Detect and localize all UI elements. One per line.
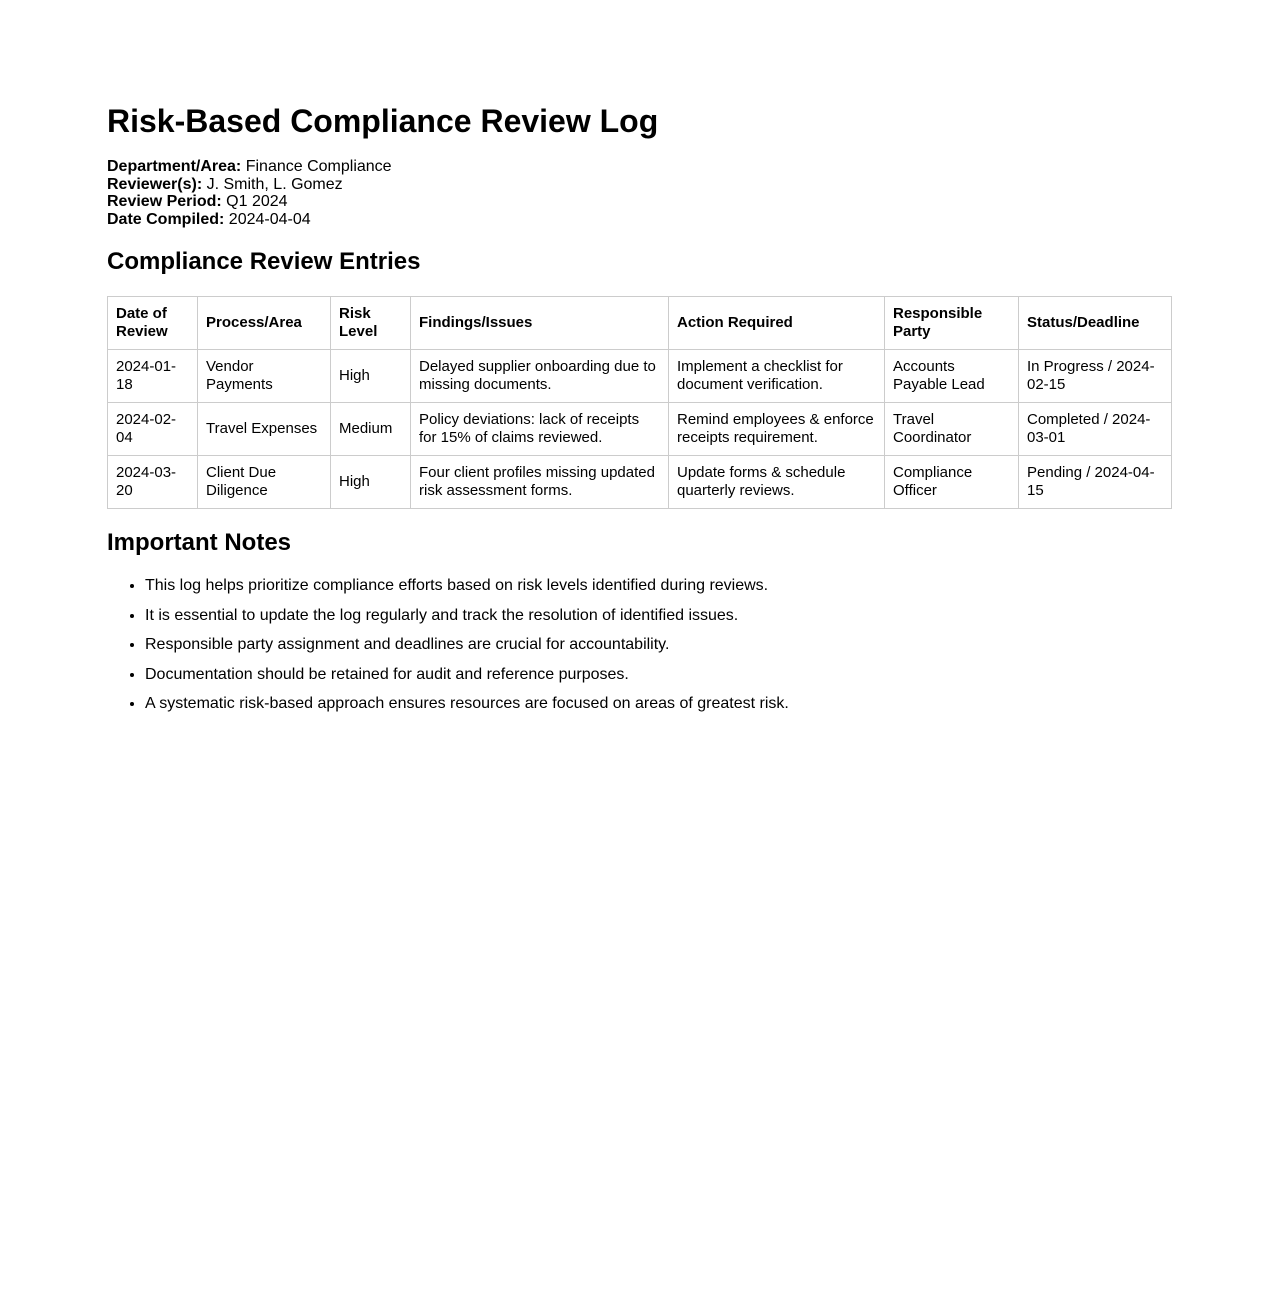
cell-date-of-review: 2024-03-20 <box>108 456 198 509</box>
notes-section-heading: Important Notes <box>107 529 292 557</box>
cell-responsible-party: Travel Coordinator <box>885 403 1019 456</box>
meta-date-compiled-label: Date Compiled: <box>107 210 225 228</box>
cell-findings-issues: Delayed supplier onboarding due to missing documents. <box>411 350 669 403</box>
table-row <box>108 350 1172 403</box>
meta-reviewers-label: Reviewer(s): <box>107 175 203 193</box>
page-title: Risk-Based Compliance Review Log <box>107 103 659 139</box>
cell-date-of-review: 2024-01-18 <box>108 350 198 403</box>
cell-findings-issues: Four client profiles missing updated risk assessment forms. <box>411 456 669 509</box>
cell-findings-issues: Policy deviations: lack of receipts for 15% of claims reviewed. <box>411 403 669 456</box>
cell-status-deadline: In Progress / 2024-02-15 <box>1019 350 1172 403</box>
table-row <box>108 456 1172 509</box>
meta-department-label: Department/Area: <box>107 158 242 175</box>
cell-action-required: Update forms & schedule quarterly reviews. <box>669 456 885 509</box>
column-header-date-of-review: Date of Review <box>108 297 198 350</box>
table-header-row <box>108 297 1172 350</box>
list-item: • Documentation should be retained for audit and reference purposes. <box>145 666 1171 684</box>
cell-process-area: Travel Expenses <box>198 403 331 456</box>
meta-reviewers-value: J. Smith, L. Gomez <box>206 175 343 193</box>
document-metadata <box>107 158 1171 228</box>
cell-status-deadline: Completed / 2024-03-01 <box>1019 403 1172 456</box>
meta-review-period <box>107 193 1171 211</box>
cell-risk-level: High <box>331 456 411 509</box>
meta-review-period-value: Q1 2024 <box>226 193 288 211</box>
cell-risk-level: High <box>331 350 411 403</box>
meta-date-compiled <box>107 211 1171 229</box>
list-item: • This log helps prioritize compliance efforts based on risk levels identified during reviews. <box>145 577 1171 595</box>
cell-responsible-party: Compliance Officer <box>885 456 1019 509</box>
column-header-status-deadline: Status/Deadline <box>1019 297 1172 350</box>
column-header-findings-issues: Findings/Issues <box>411 297 669 350</box>
column-header-responsible-party: Responsible Party <box>885 297 1019 350</box>
cell-process-area: Client Due Diligence <box>198 456 331 509</box>
column-header-action-required: Action Required <box>669 297 885 350</box>
meta-date-compiled-value: 2024-04-04 <box>228 210 311 228</box>
compliance-review-table <box>107 296 1172 509</box>
cell-process-area: Vendor Payments <box>198 350 331 403</box>
table-row <box>108 403 1172 456</box>
cell-status-deadline: Pending / 2024-04-15 <box>1019 456 1172 509</box>
column-header-risk-level: Risk Level <box>331 297 411 350</box>
meta-department-value: Finance Compliance <box>245 158 392 175</box>
cell-risk-level: Medium <box>331 403 411 456</box>
meta-review-period-label: Review Period: <box>107 193 222 211</box>
cell-action-required: Remind employees & enforce receipts requirement. <box>669 403 885 456</box>
meta-department <box>107 158 1171 176</box>
entries-section-heading: Compliance Review Entries <box>107 248 421 276</box>
meta-reviewers <box>107 176 1171 194</box>
list-item: • A systematic risk-based approach ensures resources are focused on areas of greatest risk. <box>145 695 1171 713</box>
column-header-process-area: Process/Area <box>198 297 331 350</box>
cell-action-required: Implement a checklist for document verification. <box>669 350 885 403</box>
list-item: • It is essential to update the log regularly and track the resolution of identified issues. <box>145 607 1171 625</box>
cell-responsible-party: Accounts Payable Lead <box>885 350 1019 403</box>
important-notes-list <box>107 577 1171 713</box>
cell-date-of-review: 2024-02-04 <box>108 403 198 456</box>
list-item: • Responsible party assignment and deadlines are crucial for accountability. <box>145 636 1171 654</box>
